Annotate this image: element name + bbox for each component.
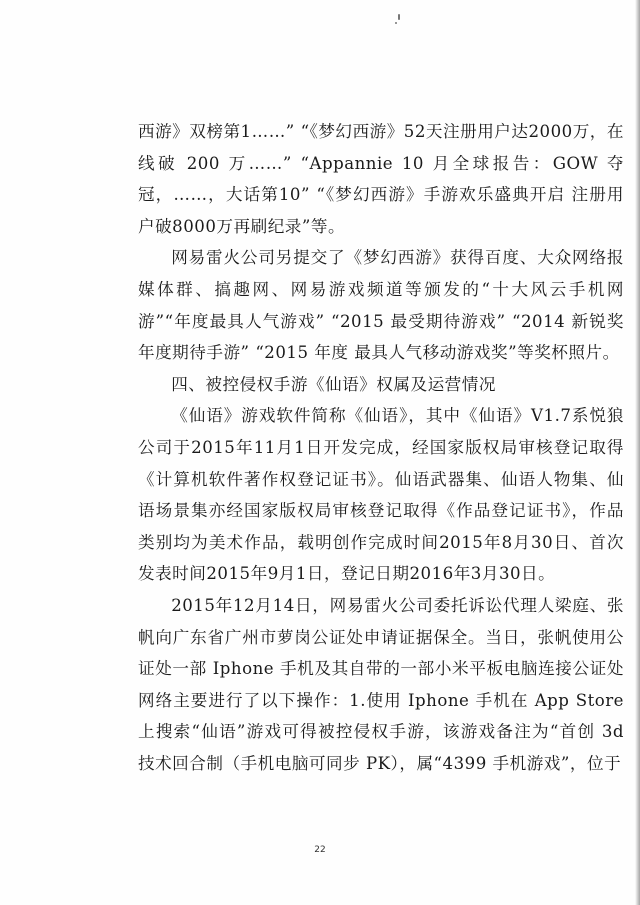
- paragraph-ownership: 《仙语》游戏软件简称《仙语》，其中《仙语》V1.7系悦狼公司于2015年11月1日开发完成，经国家版权局审核登记取得《计算机软件著作权登记证书》。仙语武器集、仙语人物集、仙语场景集亦经国家版权局审核登记取得《作品登记证书》，作品类别均为美术作品，载明创作完成时间2015年8月30日、首次发表时间2015年9月1日，登记日期2016年3月30日。: [138, 406, 624, 584]
- document-body: [138, 116, 624, 779]
- scan-edge-shadow: [635, 0, 640, 905]
- scan-speck: [398, 14, 400, 20]
- scan-speck: [395, 22, 397, 24]
- paragraph-continued: 西游》双榜第1……” “《梦幻西游》52天注册用户达2000万，在线破 200 万……” “Appannie 10 月全球报告：GOW 夺冠，……，大话第10” “《梦幻西游》手游欢乐盛典开启 注册用户破8000万再刷纪录”等。: [138, 122, 624, 236]
- section-heading: 四、被控侵权手游《仙语》权属及运营情况: [171, 374, 496, 394]
- paragraph-award-photos: 网易雷火公司另提交了《梦幻西游》获得百度、大众网络报媒体群、搞趣网、网易游戏频道等颁发的“十大风云手机网游”“年度最具人气游戏” “2015 最受期待游戏” “2014 新锐奖年度期待手游” “2015 年度 最具人气移动游戏奖”等奖杯照片。: [138, 248, 624, 363]
- page-number: 22: [314, 845, 326, 855]
- paragraph-notarization: 2015年12月14日，网易雷火公司委托诉讼代理人梁庭、张帆向广东省广州市萝岗公证处申请证据保全。当日，张帆使用公证处一部 Iphone 手机及其自带的一部小米平板电脑连接公证处网络主要进行了以下操作：1.使用 Iphone 手机在 App Store 上搜索“仙语”游戏可得被控侵权手游，该游戏备注为“首创 3d 技术回合制（手机电脑可同步 PK），属“4399 手机游戏”，位于: [138, 595, 624, 773]
